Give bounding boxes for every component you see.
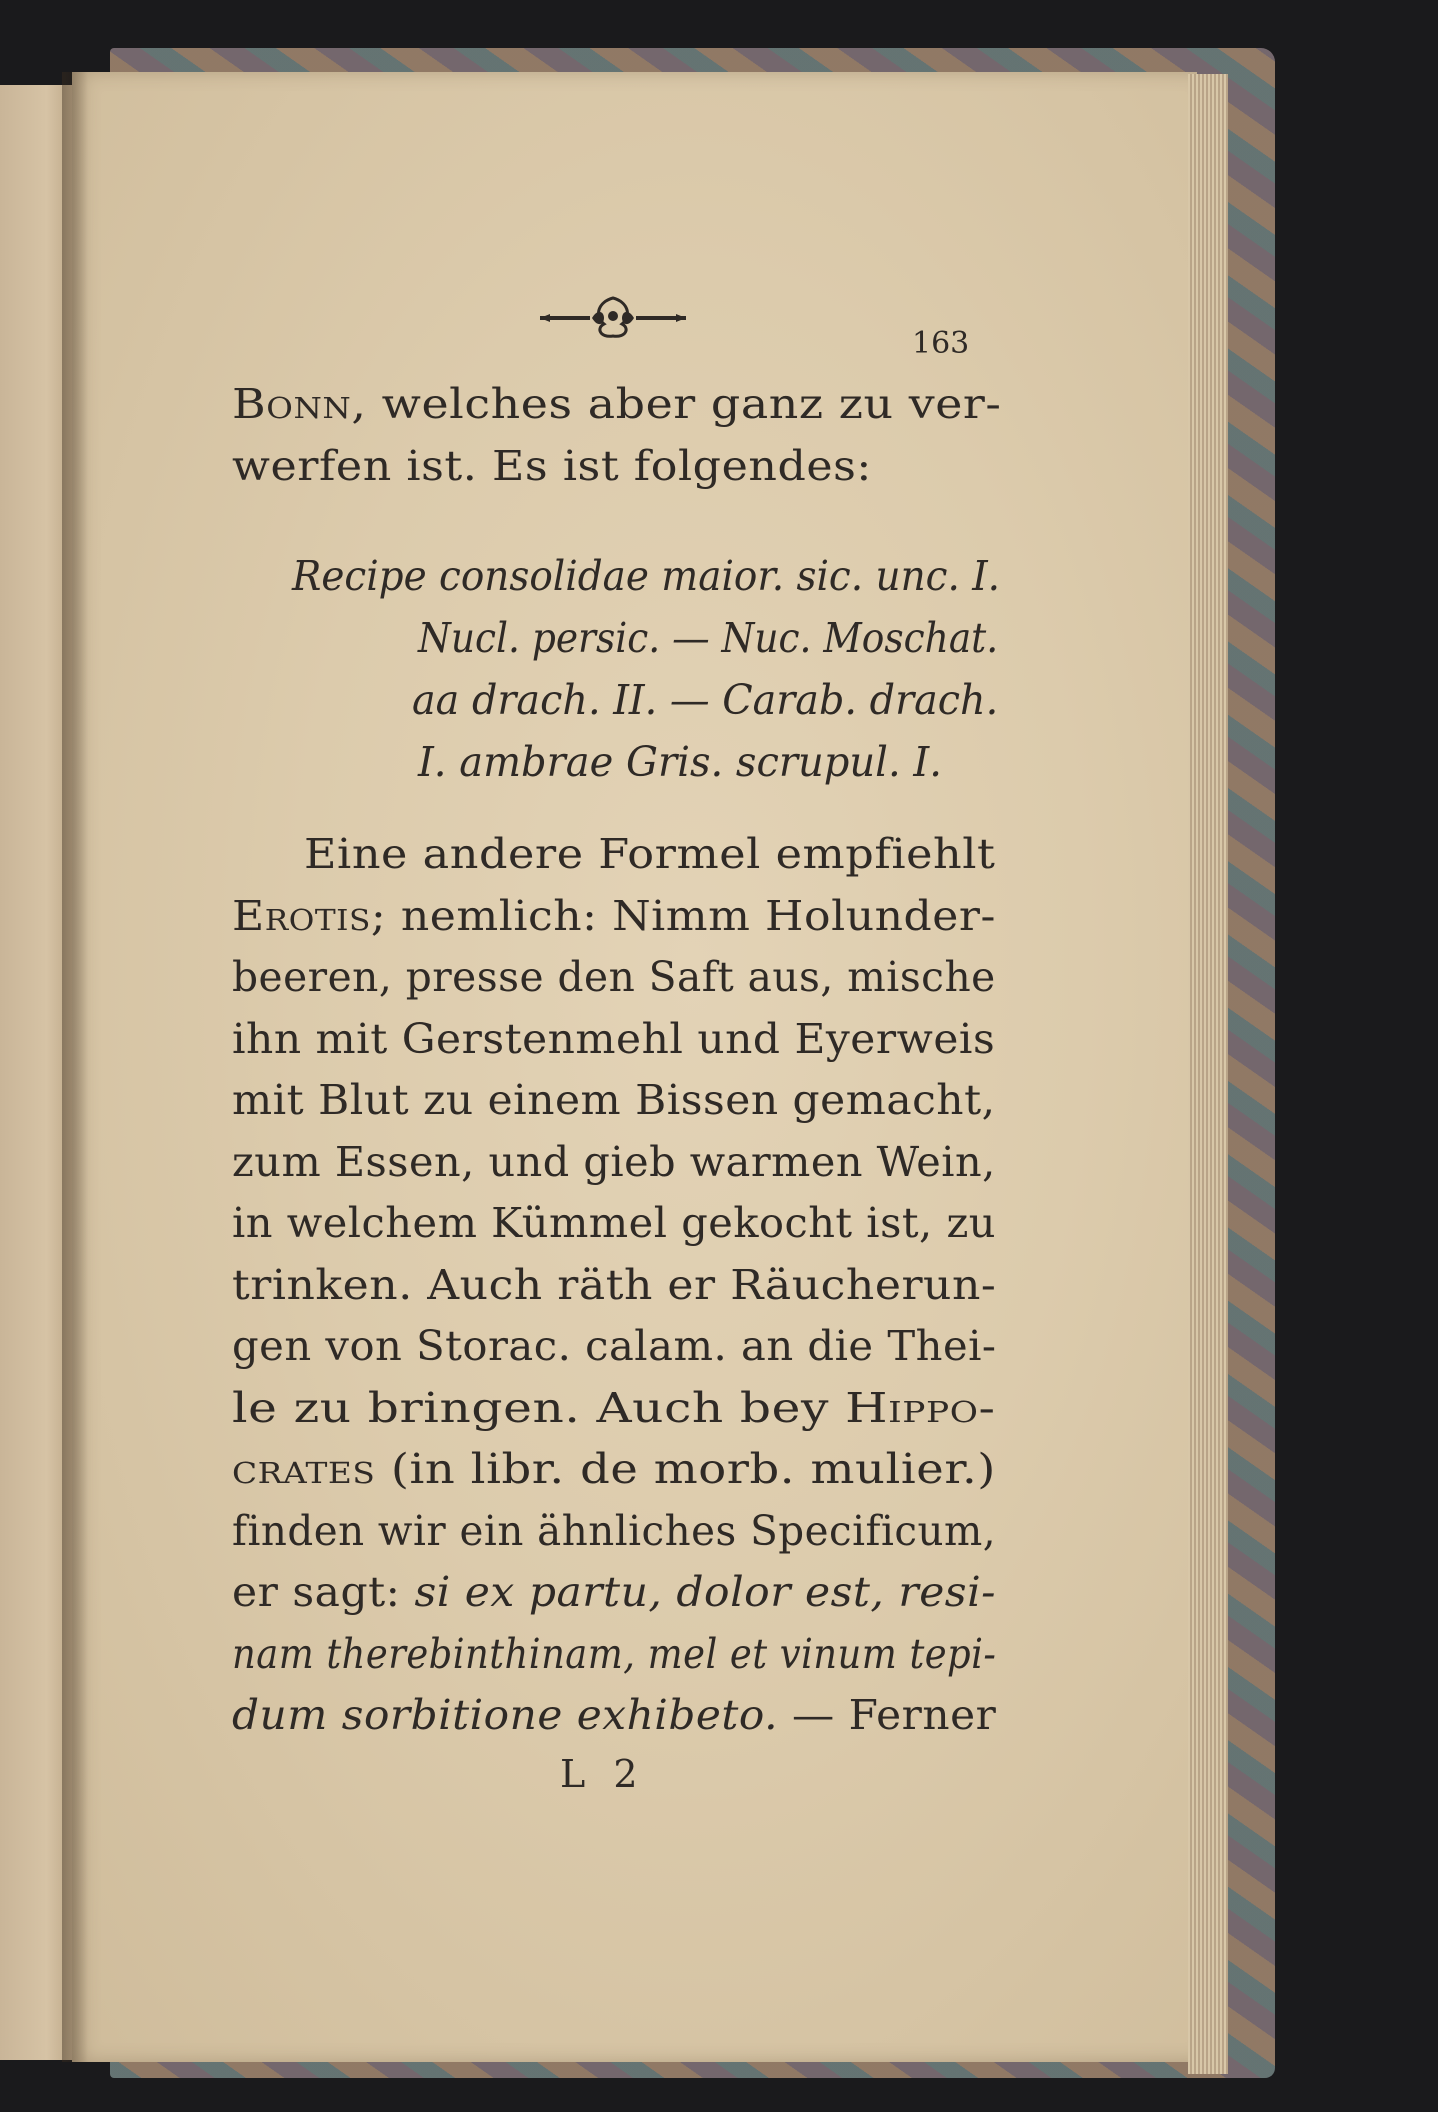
text-line (232, 442, 872, 490)
text-line (232, 380, 1001, 428)
page-block-edges (1188, 74, 1228, 2074)
text-segment: Hippo- (845, 1384, 996, 1432)
text-segment: finden wir ein ähnliches Specificum, (232, 1507, 997, 1555)
text-line (232, 1445, 996, 1493)
text-line (232, 1630, 996, 1678)
text-segment: nam therebinthinam, mel et vinum tepi- (232, 1630, 997, 1678)
text-segment: mit Blut zu einem Bissen gemacht, (232, 1076, 996, 1124)
text-segment: Erotis (232, 892, 371, 940)
text-line (232, 1138, 996, 1186)
formula-line: aa drach. II. — Carab. drach. (412, 676, 999, 724)
text-segment: si ex partu, dolor est, resi- (414, 1568, 996, 1616)
text-line (304, 830, 995, 878)
text-line (232, 1507, 996, 1555)
signature-mark: L 2 (560, 1752, 646, 1796)
text-segment: zum Essen, und gieb warmen Wein, (232, 1138, 996, 1186)
text-segment: Bonn (232, 380, 352, 428)
text-line (232, 1076, 996, 1124)
formula-line: Nucl. persic. — Nuc. Moschat. (418, 614, 999, 662)
text-line (232, 1384, 996, 1432)
formula-line: Recipe consolidae maior. sic. unc. I. (292, 552, 1001, 600)
text-segment: gen von Storac. calam. an die Thei- (232, 1322, 997, 1370)
text-line (232, 1568, 996, 1616)
head-ornament-icon (538, 294, 688, 340)
formula-line: I. ambrae Gris. scrupul. I. (418, 738, 942, 786)
text-line (232, 1015, 995, 1063)
text-line (232, 892, 996, 940)
text-segment: in welchem Kümmel gekocht ist, zu (232, 1199, 997, 1247)
text-line (232, 1199, 996, 1247)
text-segment: beeren, presse den Saft aus, mische (232, 953, 996, 1001)
text-line (232, 1691, 996, 1739)
text-segment: ihn mit Gerstenmehl und Eyerweis (232, 1015, 996, 1063)
text-segment: ; nemlich: Nimm Holunder- (370, 892, 996, 940)
text-line (232, 1261, 996, 1309)
text-line (232, 953, 996, 1001)
text-segment: er sagt: (232, 1568, 415, 1616)
text-segment: le zu bringen. Auch bey (232, 1384, 846, 1432)
text-line (232, 1322, 997, 1370)
text-segment: — Ferner (778, 1691, 997, 1739)
text-segment: trinken. Auch räth er Räucherun- (232, 1261, 997, 1309)
gutter-shadow (62, 72, 88, 2062)
text-segment: , welches aber ganz zu ver- (351, 380, 1002, 428)
text-segment: Eine andere Formel empfiehlt (304, 830, 996, 878)
text-segment: (in libr. de morb. mulier.) (375, 1445, 996, 1493)
text-segment: crates (232, 1445, 376, 1493)
text-segment: werfen ist. Es ist folgendes: (232, 442, 872, 490)
text-segment: dum sorbitione exhibeto. (232, 1691, 779, 1739)
page-number: 163 (912, 326, 970, 361)
